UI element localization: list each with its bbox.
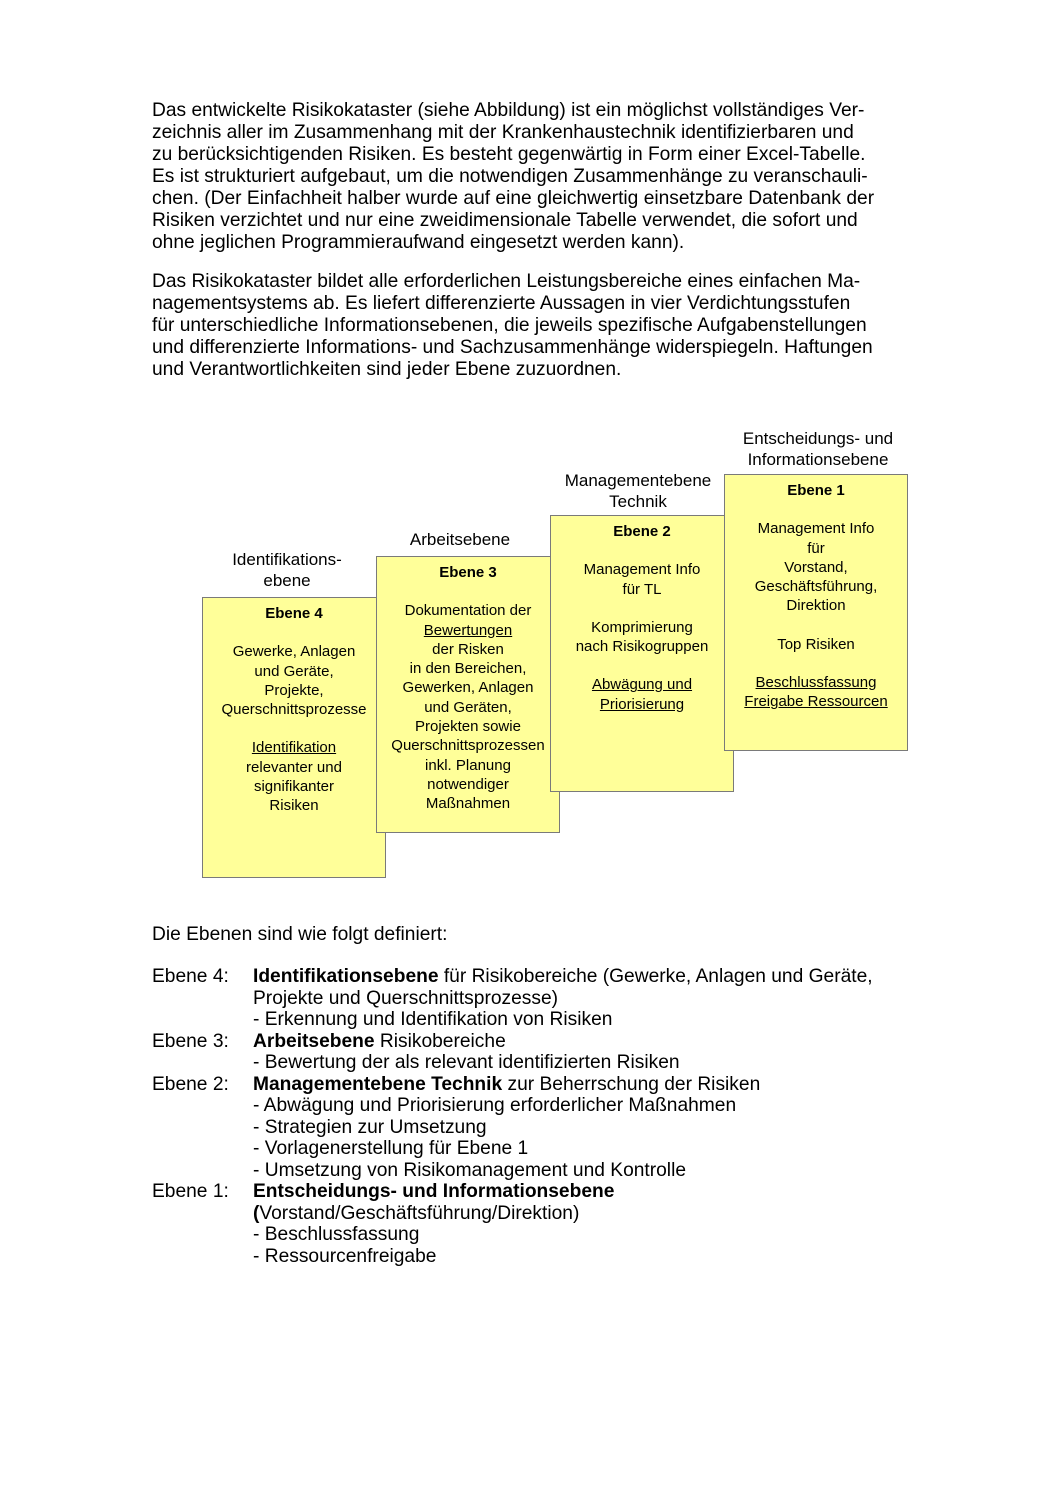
definition-line: - Bewertung der als relevant identifizierten Risiken <box>253 1052 680 1073</box>
level2-caption <box>550 470 726 512</box>
text-line: zu berücksichtigenden Risiken. Es besteht gegenwärtig in Form einer Excel-Tabelle. <box>152 144 866 165</box>
spacer <box>725 616 907 635</box>
box-line: für TL <box>622 580 662 598</box>
box-line: nach Risikogruppen <box>575 638 709 656</box>
definition-key: Ebene 3: <box>152 1030 229 1052</box>
box-line: notwendiger <box>427 775 509 793</box>
box-line: inkl. Planung <box>425 756 511 774</box>
spacer <box>203 719 385 738</box>
level1-caption <box>724 428 912 470</box>
definition-line: - Abwägung und Priorisierung erforderlicher Maßnahmen <box>253 1095 737 1116</box>
caption-line: Arbeitsebene <box>409 530 511 549</box>
definition-term: Arbeitsebene <box>253 1030 375 1052</box>
box-line: Querschnittsprozessen <box>391 737 545 755</box>
text-line: chen. (Der Einfachheit halber wurde auf eine gleichwertig einsetzbare Datenbank der <box>152 188 875 209</box>
level3-title: Ebene 3 <box>439 564 497 581</box>
caption-line: Technik <box>609 492 667 511</box>
box-underlined-line: Bewertungen <box>423 621 513 639</box>
box-line: Projekte, <box>264 681 324 699</box>
level4-title: Ebene 4 <box>265 605 323 622</box>
box-underlined-line: Identifikation <box>251 739 337 757</box>
definition-rest: zur Beherrschung der Risiken <box>502 1073 761 1095</box>
box-underlined-line: Freigabe Ressourcen <box>744 693 888 711</box>
text-line: und differenzierte Informations- und Sachzusammenhänge widerspiegeln. Haftungen <box>152 337 873 358</box>
box-line: Direktion <box>786 597 846 615</box>
box-line: Management Info <box>583 561 701 579</box>
caption-line: ebene <box>263 571 311 590</box>
level3-caption <box>380 529 540 550</box>
text-line: zeichnis aller im Zusammenhang mit der Krankenhaustechnik identifizierbaren und <box>152 122 854 143</box>
definition-body <box>253 966 873 1031</box>
level3-box <box>376 556 560 833</box>
box-line: signifikanter <box>253 778 335 796</box>
definition-rest: Risikobereiche <box>374 1030 506 1052</box>
box-line: Risiken <box>269 797 319 815</box>
spacer <box>551 599 733 618</box>
definition-level1 <box>152 1181 873 1267</box>
box-line: Querschnittsprozesse <box>221 701 367 719</box>
level2-title: Ebene 2 <box>613 523 671 540</box>
definition-body <box>253 1031 873 1074</box>
box-line: Gewerke, Anlagen <box>232 643 356 661</box>
level4-box <box>202 597 386 878</box>
box-line: Komprimierung <box>591 618 693 636</box>
definition-line: - Umsetzung von Risikomanagement und Kontrolle <box>253 1159 687 1181</box>
definition-line: - Beschlussfassung <box>253 1224 420 1245</box>
definition-term: Managementebene Technik <box>253 1073 503 1095</box>
spacer <box>551 656 733 675</box>
box-line: und Geräte, <box>254 662 334 680</box>
definition-line: - Ressourcenfreigabe <box>253 1245 437 1267</box>
box-line: Gewerken, Anlagen <box>402 679 534 697</box>
box-line: der Risken <box>432 640 504 658</box>
box-underlined-line: Abwägung und <box>591 676 693 694</box>
level1-box <box>724 474 908 751</box>
box-line: in den Bereichen, <box>409 660 527 678</box>
box-underlined-line: Priorisierung <box>599 695 685 713</box>
box-line: Dokumentation der <box>404 602 532 620</box>
level1-title: Ebene 1 <box>787 482 845 499</box>
box-line: Projekten sowie <box>415 718 521 736</box>
definitions-intro: Die Ebenen sind wie folgt definiert: <box>152 924 448 945</box>
second-paragraph <box>152 271 962 381</box>
definition-line: - Strategien zur Umsetzung <box>253 1116 487 1138</box>
definition-line: Projekte und Querschnittsprozesse) <box>253 987 559 1009</box>
definition-line: - Erkennung und Identifikation von Risiken <box>253 1009 613 1030</box>
intro-paragraph <box>152 100 962 254</box>
definition-rest: für Risikobereiche (Gewerke, Anlagen und Geräte, <box>438 966 873 987</box>
definition-headline <box>253 1074 873 1096</box>
text-line: und Verantwortlichkeiten sind jeder Ebene zuzuordnen. <box>152 359 622 380</box>
level2-box <box>550 515 734 792</box>
definition-term: Entscheidungs- und Informationsebene <box>253 1181 615 1202</box>
text-line: Das entwickelte Risikokataster (siehe Abbildung) ist ein möglichst vollständiges Ver- <box>152 100 865 121</box>
box-line: für <box>807 539 825 557</box>
definition-line: - Vorlagenerstellung für Ebene 1 <box>253 1138 529 1159</box>
definition-body <box>253 1181 873 1267</box>
definition-level3 <box>152 1031 873 1074</box>
spacer <box>725 654 907 673</box>
level4-caption <box>200 549 374 591</box>
definition-term: Identifikationsebene <box>253 966 439 987</box>
caption-line: Identifikations- <box>232 550 342 569</box>
box-line: Maßnahmen <box>425 795 511 813</box>
definition-key: Ebene 4: <box>152 966 229 987</box>
text-line: Es ist strukturiert aufgebaut, um die notwendigen Zusammenhänge zu veranschauli- <box>152 166 868 187</box>
text-line: ohne jeglichen Programmieraufwand eingesetzt werden kann). <box>152 232 685 253</box>
definition-headline <box>253 1031 873 1053</box>
definition-headline <box>253 1203 873 1225</box>
definition-level2 <box>152 1074 873 1182</box>
box-line: relevanter und <box>246 758 342 776</box>
text-line: Das Risikokataster bildet alle erforderlichen Leistungsbereiche eines einfachen Ma- <box>152 271 861 292</box>
box-underlined-line: Beschlussfassung <box>755 674 877 692</box>
definition-body <box>253 1074 873 1182</box>
box-line: Geschäftsführung, <box>754 578 878 596</box>
definition-rest: Vorstand/Geschäftsführung/Direktion) <box>259 1202 580 1224</box>
box-line: und Geräten, <box>424 698 512 716</box>
definition-headline <box>253 966 873 988</box>
text-line: Risiken verzichtet und nur eine zweidimensionale Tabelle verwendet, die sofort und <box>152 210 858 231</box>
definition-key: Ebene 1: <box>152 1181 229 1202</box>
text-line: nagementsystems ab. Es liefert differenzierte Aussagen in vier Verdichtungsstufen <box>152 293 851 314</box>
definition-paren: ( <box>253 1202 260 1224</box>
caption-line: Managementebene <box>564 471 712 490</box>
caption-line: Informationsebene <box>747 450 889 469</box>
box-line: Vorstand, <box>784 558 848 576</box>
definition-key: Ebene 2: <box>152 1073 229 1095</box>
caption-line: Entscheidungs- und <box>742 429 894 448</box>
text-line: für unterschiedliche Informationsebenen, die jeweils spezifische Aufgabenstellungen <box>152 315 867 336</box>
definition-level4 <box>152 966 873 1031</box>
box-line: Management Info <box>757 520 875 538</box>
definitions-list <box>152 966 873 1267</box>
box-line: Top Risiken <box>777 635 855 653</box>
